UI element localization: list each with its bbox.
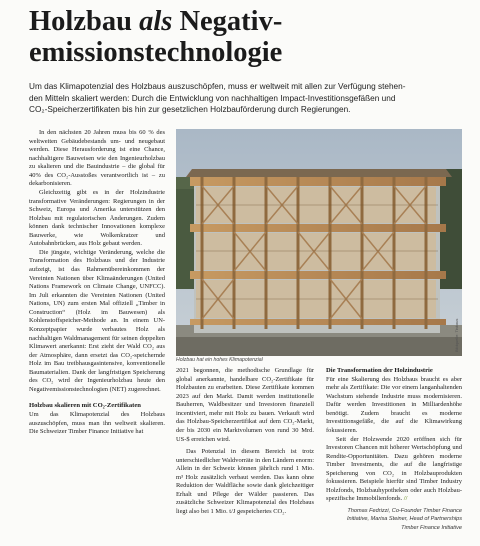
photo-caption: Holzbau hat ein hohes Klimapotenzial <box>176 357 263 363</box>
photo-credit: Bildquelle: Tinkaus <box>454 318 459 352</box>
lead-paragraph: Um das Klimapotenzial des Holzbaus auszuschöpfen, muss er weltweit mit allen zur Verfügung stehen- den Mitteln skaliert werden: Durch die Entwicklung von nachhaltigen Impact-Investitionsgefäßen und CO₂-Speicherzertifikaten bis hin zur gesetzlichen Holzbauförderung durch Regierungen. <box>29 82 406 114</box>
column-3 <box>326 367 462 504</box>
paragraph: Gleichzeitig gibt es in der Holzindustrie transformative Veränderungen: Regierungen in der Schweiz, Europa und Amerika unterstützen den Holzbau mit regulatorischen Änderungen. Zudem können dank technischer Innovationen komplexe Bauwerke, wie Wolkenkratzer und Autobahnbrücken, aus Holz gebaut werden. <box>29 188 165 248</box>
column-2 <box>176 367 314 517</box>
article-title <box>29 6 459 68</box>
section-heading: Die Transformation der Holzindustrie <box>326 367 433 374</box>
paragraph: 2021 begonnen, die methodische Grundlage für global anerkannte, handelbare CO₂-Zertifikate für Holzbauten zu erarbeiten. Diese Zertifikate kommen 2023 auf den Markt. Damit werden institutionelle Bauherren, Waldbesitzer und Investoren finanziell incentiviert, mehr mit Holz zu bauen. Verkauft wird das Holzbau-Speicherzertifikat auf dem CO₂-Markt, der bis 2030 ein Marktvolumen von rund 30 Mrd. US-$ erreichen wird. <box>176 367 314 443</box>
end-mark: // <box>402 495 408 503</box>
title-line-1: Holzbau als Negativ- <box>29 6 283 37</box>
author-credit: Thomas Fedrizzi, Co-Founder Timber Finance Initiative, Marisa Steiner, Head of Partnerships Timber Finance Initiative <box>346 508 462 531</box>
paragraph: Das Potenzial in diesem Bereich ist trotz unterschiedlicher Waldvorräte in den Ländern enorm: Allein in der Schweiz können jährlich rund 1 Mio. m³ Holz zusätzlich verbaut werden. Das kann ohne Reduktion der Waldfläche sowie dank gleichzeitiger Erhalt und Pflege der Wälder passieren. Das zusätzliche Schweizer Klimapotenzial des Holzbaus liegt also bei 1 Mio. t/J gespeichertes CO₂. <box>176 448 314 515</box>
paragraph: Für eine Skalierung des Holzbaus braucht es aber mehr als Zertifikate: Die vor einem langanhaltenden Wachstum stehende Industrie muss modernisieren. Dafür werden Investitionen in Milliardenhöhe benötigt. Zudem braucht es moderne Investitionsgefäße, die auf die Klimawirkung fokussieren. <box>326 375 462 434</box>
timber-building-photo <box>176 129 462 356</box>
title-line-2: emissionstechnologie <box>29 37 283 68</box>
paragraph: Um das Klimapotenzial des Holzbaus auszuschöpfen, muss man ihn weltweit skalieren. Die Schweizer Timber Finance Initiative hat <box>29 411 165 436</box>
paragraph: Seit der Holzwende 2020 eröffnen sich für Investoren Chancen mit höherer Wertschöpfung und Rendite-Opportunitäten. Dazu gehören moderne Timber Investments, die auf die langfristige Speicherung von CO₂ in Holzbauprodukten fokussieren. Beispiele hierfür sind Timber Industry Holzfonds, Holzbauhypotheken oder auch Holzbau-spezifische Immobilienfonds. // <box>326 435 462 503</box>
paragraph: Die jüngste, wichtige Veränderung, welche die Transformation des Holzbaus und der Industrie aufzeigt, ist das Rahmenübereinkommen der Vereinten Nationen über Klimaänderungen (United Nations Framework on Climate Change, UNFCC). Im Juli erkannten die Vereinten Nationen (United Nations, UN) zum ersten Mal offiziell „Timber in Construction“ (Holz im Bauwesen) als Kohlenstoffspeicher-Methode an. In einem UN-Konzeptpapier wurde verbautes Holz als nachhaltigen Waldmanagement für seinen doppelten Klimawert anerkannt: Erst zieht der Wald CO₂ aus der Atmosphäre, dann ersetzt das CO₂-speichernde Holz im Bau treibhausgasintensive, konventionelle Baumaterialien. Dank der langfristigen Speicherung des CO₂ wird der Ingenieurholzbau heute den Negativemissionstechnologien (NET) zugerechnet. <box>29 248 165 393</box>
column-1 <box>29 129 165 437</box>
section-heading: Holzbau skalieren mit CO₂-Zertifikaten <box>29 402 141 410</box>
paragraph: In den nächsten 20 Jahren muss bis 60 % des weltweiten Gebäudebestands um- und neugebaut werden. Diese Herausforderung ist eine Chance, nachhaltigere Bauweisen wie den Ingenieurholzbau zu skalieren und die Bauindustrie – die global für 40% des CO₂-Ausstoßes verantwortlich ist – zu dekarbonisieren. <box>29 129 165 188</box>
